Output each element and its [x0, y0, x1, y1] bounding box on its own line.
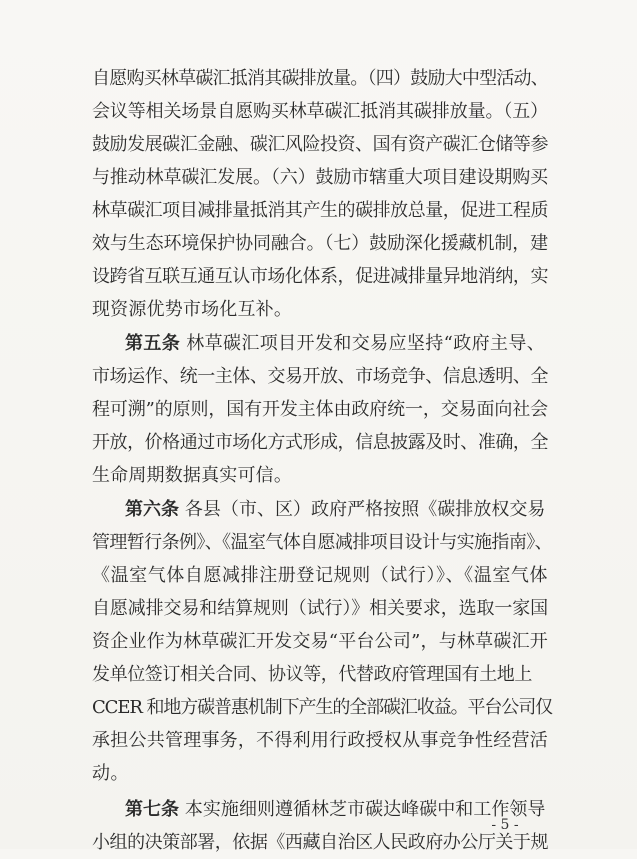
paragraph-text: 效与生态环境保护协同融合。（七）鼓励深化援藏机制，建 — [92, 233, 548, 254]
text-line — [0, 98, 637, 128]
paragraph-text: CCER 和地方碳普惠机制下产生的全部碳汇收益。平台公司仅 — [92, 697, 552, 718]
paragraph-text: 市场运作、统一主体、交易开放、市场竞争、信息透明、全 — [92, 366, 548, 387]
paragraph-text: 林草碳汇项目开发和交易应坚持“政府主导、 — [180, 333, 546, 354]
paragraph-text: 承担公共管理事务，不得利用行政授权从事竞争性经营活 — [92, 730, 548, 751]
text-line — [0, 263, 637, 293]
paragraph-text: 开放，价格通过市场化方式形成，信息披露及时、准确，全 — [92, 432, 548, 453]
text-line — [0, 562, 637, 592]
text-line — [0, 694, 637, 724]
text-line — [0, 595, 637, 625]
text-line — [0, 727, 637, 757]
text-line — [0, 330, 637, 360]
text-line — [0, 661, 637, 691]
paragraph-text: 本实施细则遵循林芝市碳达峰碳中和工作领导 — [179, 799, 546, 820]
text-line — [0, 796, 637, 826]
paragraph-text: 会议等相关场景自愿购买林草碳汇抵消其碳排放量。（五） — [92, 101, 548, 122]
text-line — [0, 65, 637, 95]
text-line — [0, 363, 637, 393]
text-line — [0, 496, 637, 526]
paragraph-text: 生命周期数据真实可信。 — [92, 465, 292, 486]
text-line — [0, 164, 637, 194]
text-line — [0, 760, 637, 790]
text-line — [0, 529, 637, 559]
paragraph-text: 程可溯”的原则，国有开发主体由政府统一，交易面向社会 — [92, 399, 548, 420]
text-line — [0, 396, 637, 426]
text-line — [0, 131, 637, 161]
article-heading: 第五条 — [125, 333, 181, 354]
text-line — [0, 296, 637, 326]
paragraph-text: 林草碳汇项目减排量抵消其产生的碳排放总量，促进工程质 — [92, 200, 548, 221]
text-line — [0, 197, 637, 227]
paragraph-text: 管理暂行条例》、《温室气体自愿减排项目设计与实施指南》、 — [92, 532, 552, 553]
paragraph-text: 自愿减排交易和结算规则（试行）》相关要求，选取一家国 — [92, 598, 548, 619]
paragraph-text: 发单位签订相关合同、协议等，代替政府管理国有土地上 — [92, 664, 532, 685]
paragraph-text: 现资源优势市场化互补。 — [92, 299, 292, 320]
text-line — [0, 429, 637, 459]
paragraph-text: 与推动林草碳汇发展。（六）鼓励市辖重大项目建设期购买 — [92, 167, 548, 188]
paragraph-text: 自愿购买林草碳汇抵消其碳排放量。（四）鼓励大中型活动、 — [92, 68, 548, 89]
article-heading: 第七条 — [125, 799, 180, 820]
paragraph-text: 《温室气体自愿减排注册登记规则（试行）》、《温室气体 — [92, 565, 549, 586]
text-line — [0, 230, 637, 260]
paragraph-text: 各县（市、区）政府严格按照《碳排放权交易 — [179, 499, 546, 520]
text-line — [0, 628, 637, 658]
paragraph-text: 资企业作为林草碳汇开发交易“平台公司”，与林草碳汇开 — [92, 631, 548, 652]
paragraph-text: 小组的决策部署，依据《西藏自治区人民政府办公厅关于规 — [92, 832, 548, 853]
paragraph-text: 鼓励发展碳汇金融、碳汇风险投资、国有资产碳汇仓储等参 — [92, 134, 548, 155]
article-heading: 第六条 — [125, 499, 180, 520]
text-line — [0, 462, 637, 492]
paragraph-text: 设跨省互联互通互认市场化体系，促进减排量异地消纳，实 — [92, 266, 548, 287]
text-line — [0, 829, 637, 859]
page-number: - 5 - — [491, 817, 519, 833]
paragraph-text: 动。 — [92, 763, 129, 784]
